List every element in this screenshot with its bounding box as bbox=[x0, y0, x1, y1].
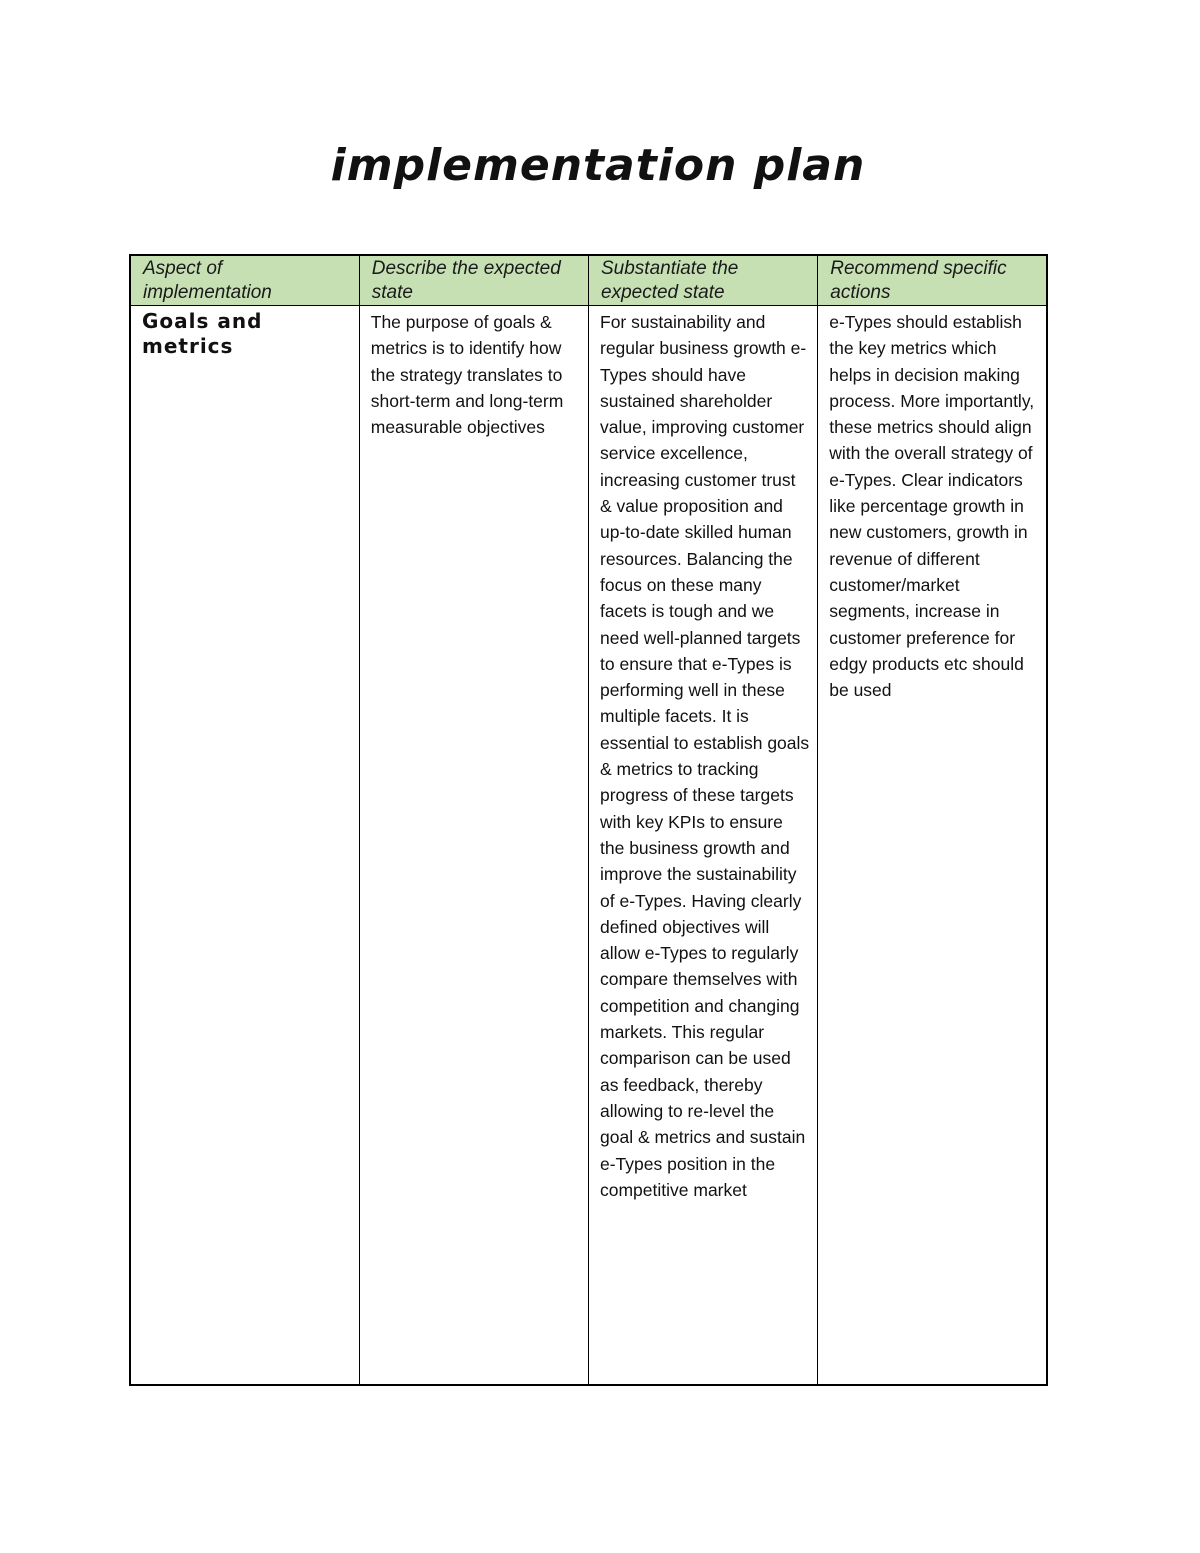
cell-aspect: Goals and metrics bbox=[130, 306, 359, 1386]
header-row bbox=[130, 255, 1047, 306]
header-recommend: Recommend specific actions bbox=[818, 255, 1047, 306]
implementation-plan-table bbox=[129, 254, 1048, 1386]
page-title: implementation plan bbox=[330, 140, 866, 191]
header-substantiate: Substantiate the expected state bbox=[589, 255, 818, 306]
cell-expected-state: The purpose of goals & metrics is to identify how the strategy translates to short-term and long-term measurable objectives bbox=[359, 306, 588, 1386]
table-header bbox=[130, 255, 1047, 306]
header-describe: Describe the expected state bbox=[359, 255, 588, 306]
cell-actions: e-Types should establish the key metrics which helps in decision making process. More importantly, these metrics should align with the overall strategy of e-Types. Clear indicators like percentage growth in new customers, growth in revenue of different customer/market segments, increase in customer preference for edgy products etc should be used bbox=[818, 306, 1047, 1386]
table-row bbox=[130, 306, 1047, 1386]
table-body bbox=[130, 306, 1047, 1386]
header-aspect: Aspect of implementation bbox=[130, 255, 359, 306]
cell-substantiation: For sustainability and regular business growth e-Types should have sustained shareholder value, improving customer service excellence, increasing customer trust & value proposition and up-to-date skilled human resources. Balancing the focus on these many facets is tough and we need well-planned targets to ensure that e-Types is performing well in these multiple facets. It is essential to establish goals & metrics to tracking progress of these targets with key KPIs to ensure the business growth and improve the sustainability of e-Types. Having clearly defined objectives will allow e-Types to regularly compare themselves with competition and changing markets. This regular comparison can be used as feedback, thereby allowing to re-level the goal & metrics and sustain e-Types position in the competitive market bbox=[589, 306, 818, 1386]
